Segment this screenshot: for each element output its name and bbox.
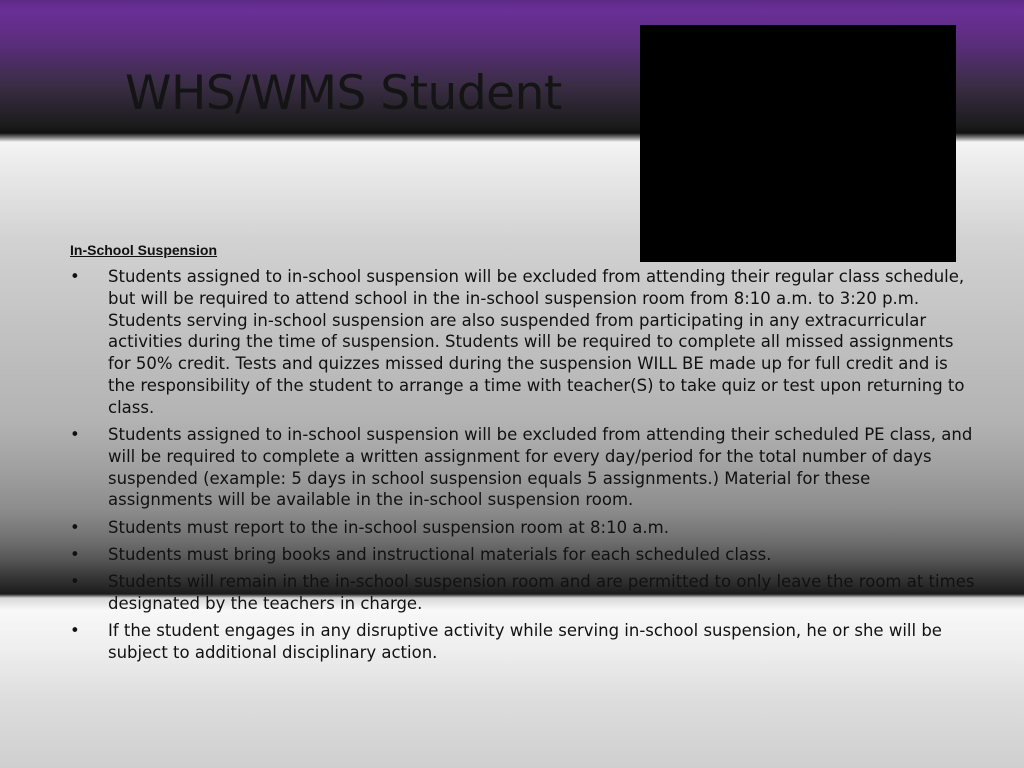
bullet-item — [70, 544, 975, 566]
bullet-text: Students assigned to in-school suspension will be excluded from attending their scheduled PE class, and will be required to complete a written assignment for every day/period for the total number of days suspended (example: 5 days in school suspension equals 5 assignments.) Material for these assignments will be available in the in-school suspension room. — [108, 425, 973, 510]
bullet-marker: • — [70, 545, 80, 565]
section-heading: In-School Suspension — [70, 242, 218, 258]
slide-title: WHS/WMS Student — [125, 66, 562, 121]
bullet-text: Students must report to the in-school suspension room at 8:10 a.m. — [108, 517, 669, 537]
bullet-marker: • — [70, 425, 80, 445]
bullet-item — [70, 571, 975, 615]
bullet-text: Students must bring books and instructional materials for each scheduled class. — [108, 545, 772, 565]
bullet-text: Students assigned to in-school suspension will be excluded from attending their regular class schedule, but will be required to attend school in the in-school suspension room from 8:10 a.m. to 3:20 p.m. Students serving in-school suspension are also suspended from participating in any extracurricular activities during the time of suspension. Students will be required to complete all missed assignments for 50% credit. Tests and quizzes missed during the suspension WILL BE made up for full credit and is the responsibility of the student to arrange a time with teacher(S) to take quiz or test upon returning to class. — [108, 267, 965, 417]
bullet-marker: • — [70, 572, 80, 592]
bullet-item — [70, 266, 975, 419]
bullet-list — [70, 266, 975, 670]
image-placeholder — [640, 25, 956, 262]
bullet-item — [70, 517, 975, 539]
bullet-marker: • — [70, 517, 80, 537]
bullet-text: If the student engages in any disruptive activity while serving in-school suspension, he or she will be subject to additional disciplinary action. — [108, 621, 942, 663]
bullet-text: Students will remain in the in-school suspension room and are permitted to only leave the room at times designated by the teachers in charge. — [108, 572, 975, 614]
bullet-item — [70, 424, 975, 511]
bullet-marker: • — [70, 267, 80, 286]
bullet-item — [70, 620, 975, 664]
bullet-marker: • — [70, 621, 80, 641]
